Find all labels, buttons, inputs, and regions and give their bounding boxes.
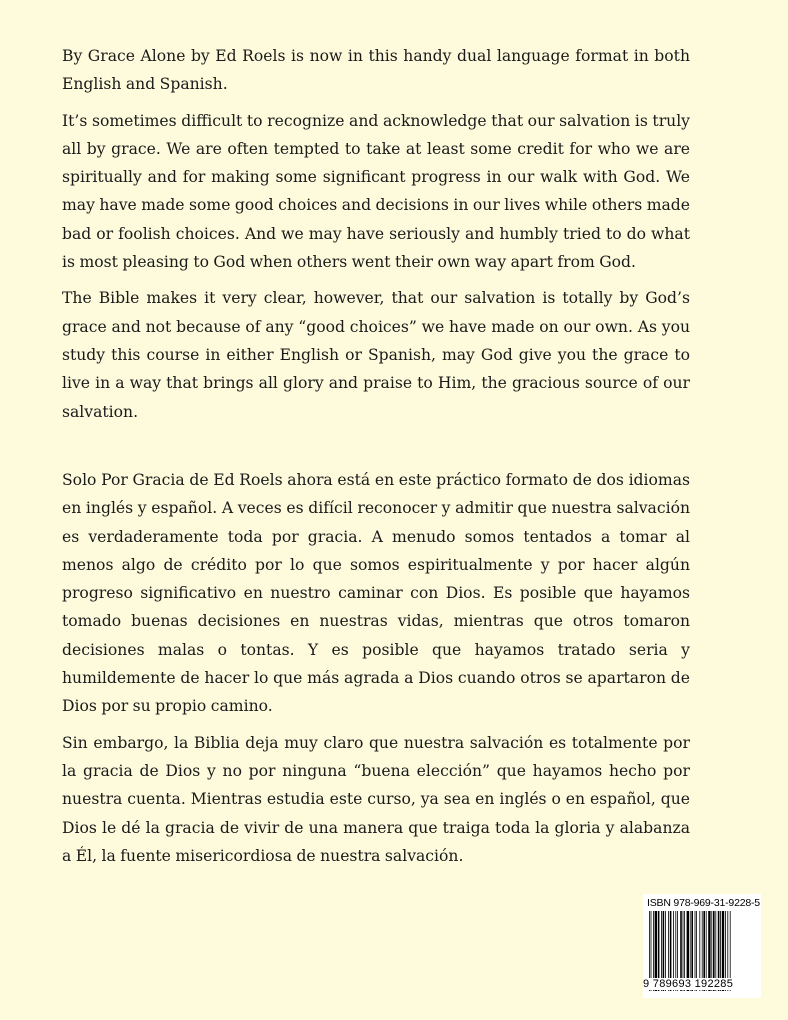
english-paragraph-1: By Grace Alone by Ed Roels is now in this handy dual language format in both English and Spanish.: [62, 47, 690, 94]
isbn-label: ISBN 978-969-31-9228-5: [647, 897, 760, 909]
english-description: [62, 42, 690, 426]
spanish-paragraph-1: Solo Por Gracia de Ed Roels ahora está en este práctico formato de dos idiomas en inglés y español. A veces es difícil reconocer y admitir que nuestra salvación es verdaderamente toda por gracia. A menudo somos tentados a tomar al menos algo de crédito por lo que somos espiritualmente y por hacer algún progreso significativo en nuestro caminar con Dios. Es posible que hayamos tomado buenas decisiones en nuestras vidas, mientras que otros tomaron decisiones malas o tontas. Y es posible que hayamos tratado seria y humildemente de hacer lo que más agrada a Dios cuando otros se apartaron de Dios por su propio camino.: [62, 471, 690, 716]
spanish-paragraph-2: Sin embargo, la Biblia deja muy claro que nuestra salvación es totalmente por la gracia de Dios y no por ninguna “buena elección” que hayamos hecho por nuestra cuenta. Mientras estudia este curso, ya sea en inglés o en español, que Dios le dé la gracia de vivir de una manera que traiga toda la gloria y alabanza a Él, la fuente misericordiosa de nuestra salvación.: [62, 733, 690, 865]
isbn-barcode: [643, 894, 761, 998]
barcode-digits: 9 789693 192285: [643, 978, 761, 990]
english-paragraph-2: It’s sometimes difficult to recognize and acknowledge that our salvation is truly all by grace. We are often tempted to take at least some credit for who we are spiritually and for making some significant progress in our walk with God. We may have made some good choices and decisions in our lives while others made bad or foolish choices. And we may have seriously and humbly tried to do what is most pleasing to God when others went their own way apart from God.: [62, 111, 690, 272]
english-paragraph-3: The Bible makes it very clear, however, that our salvation is totally by God’s grace and not because of any “good choices” we have made on our own. As you study this course in either English or Spanish, may God give you the grace to live in a way that brings all glory and praise to Him, the gracious source of our salvation.: [62, 289, 690, 421]
spanish-description: [62, 466, 690, 870]
